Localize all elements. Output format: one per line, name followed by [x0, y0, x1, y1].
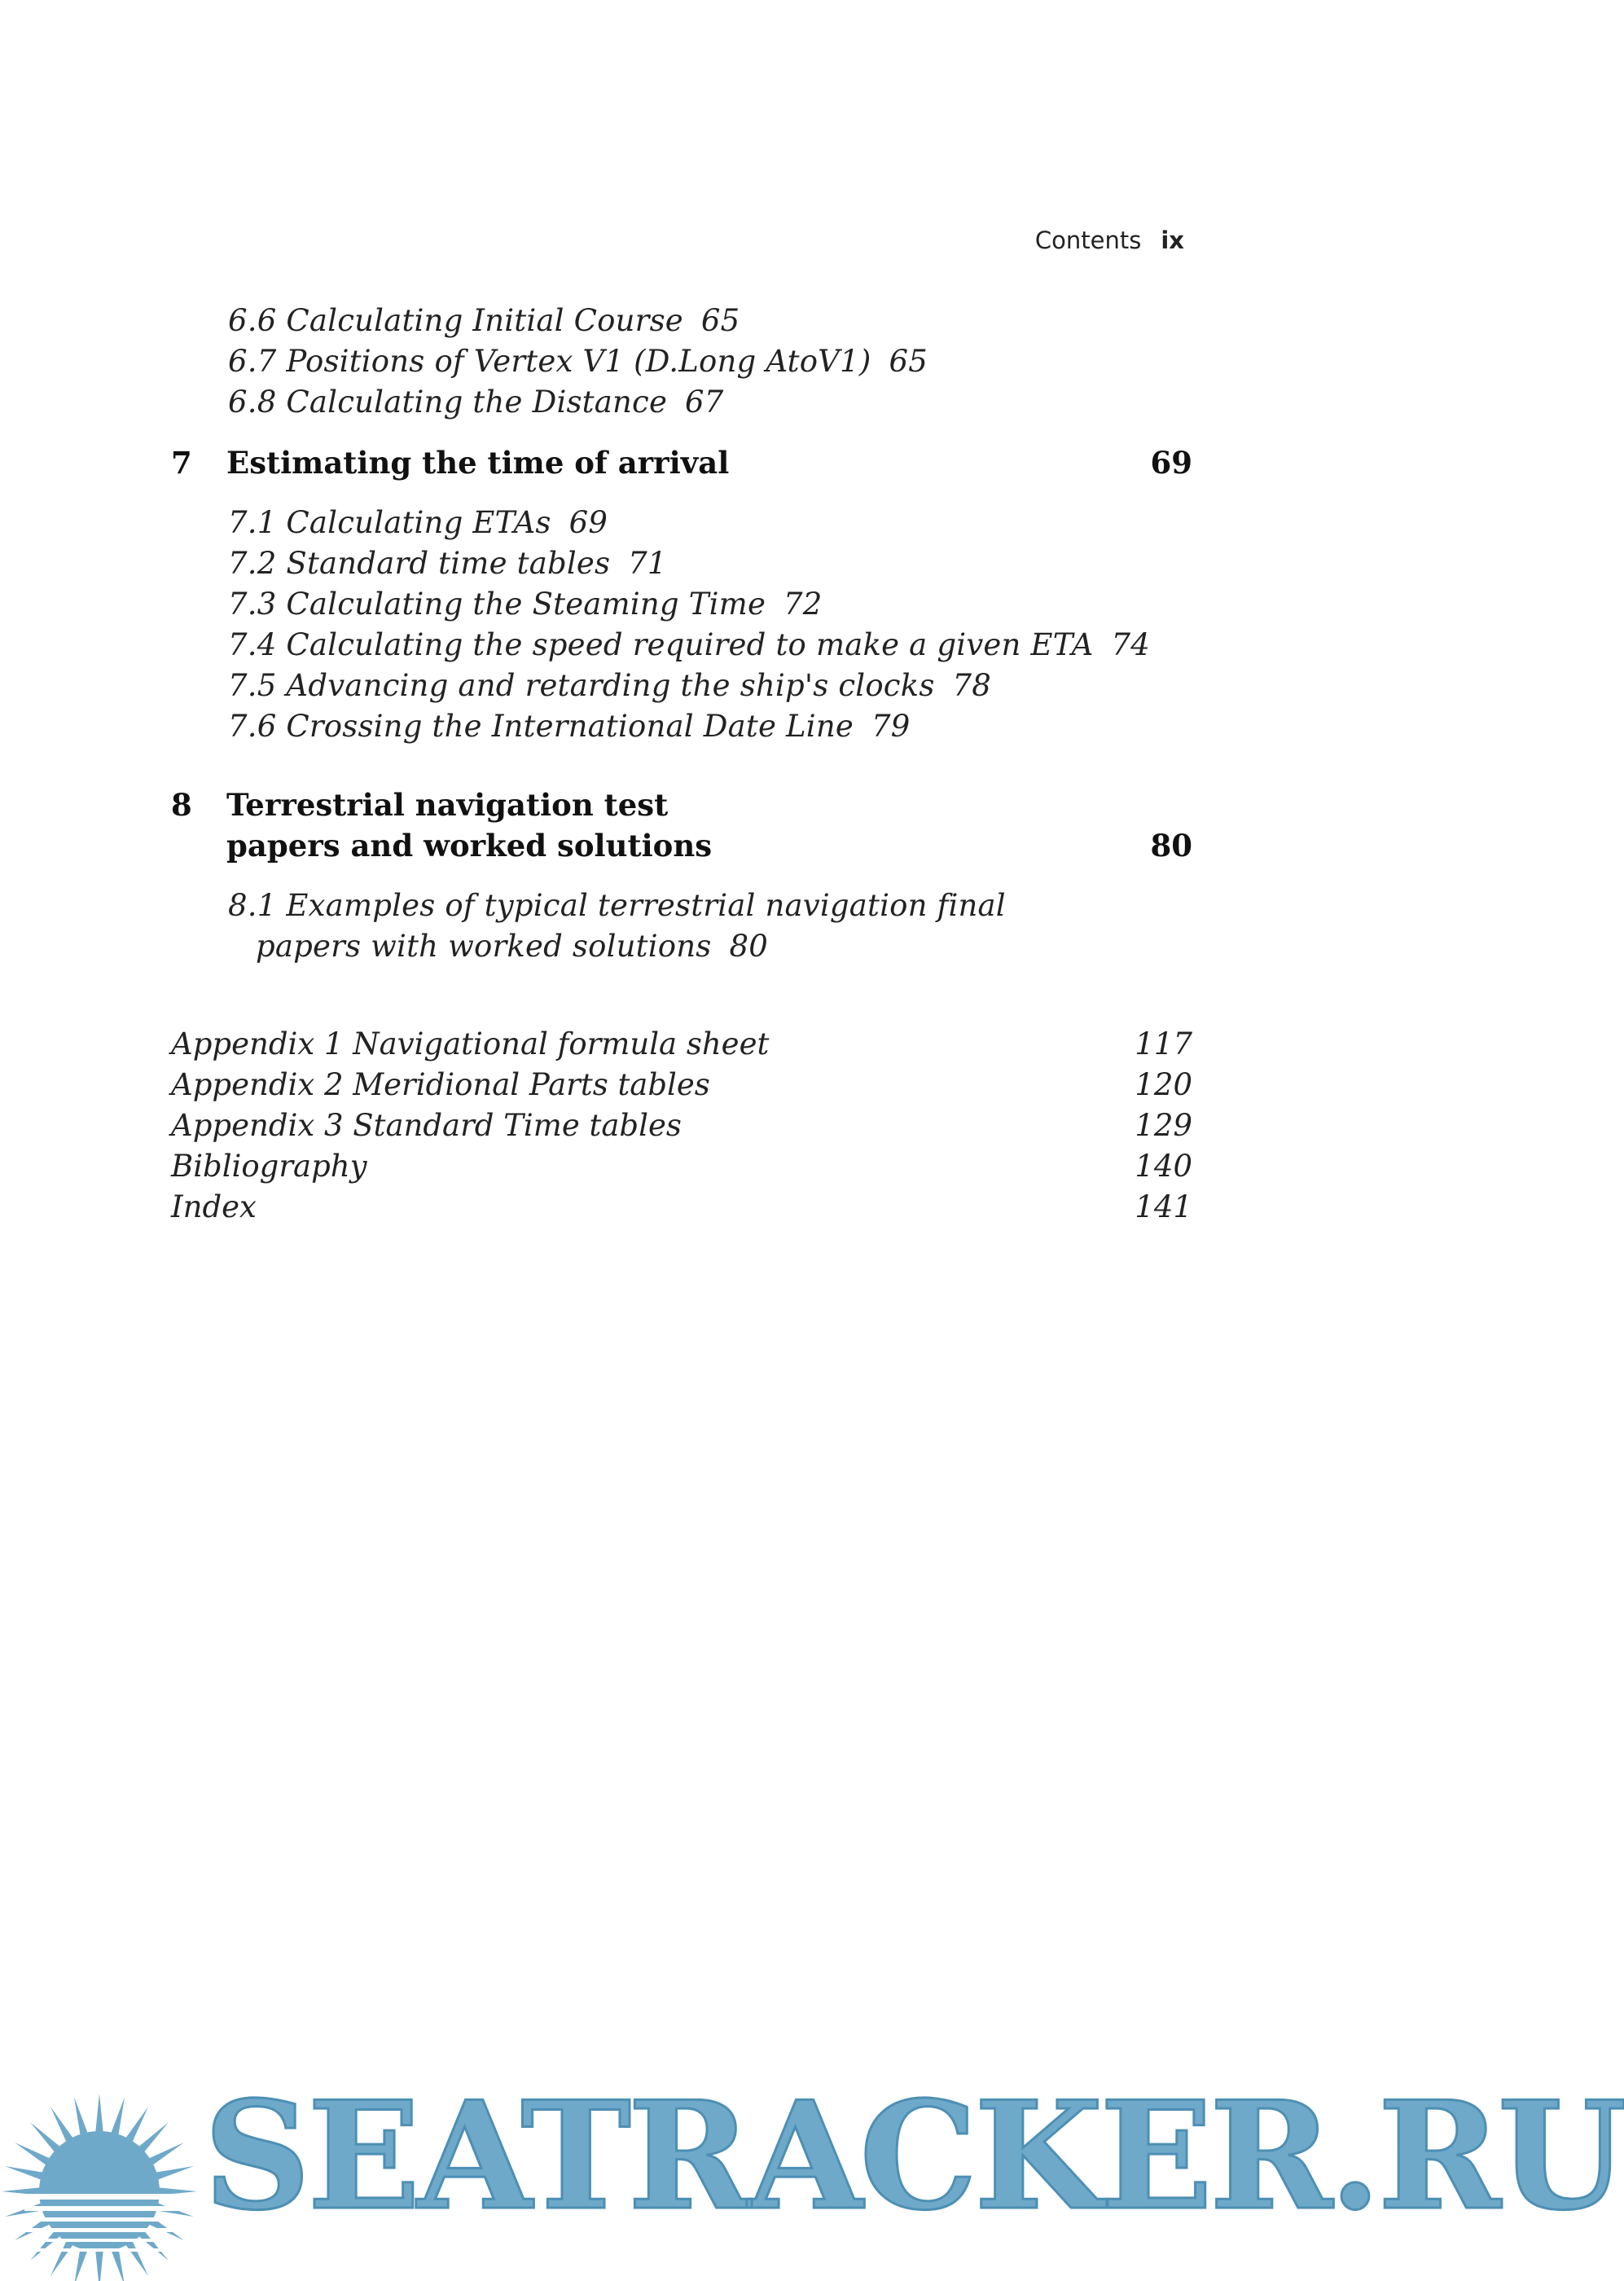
toc-entry-title: papers with worked solutions: [256, 929, 712, 964]
toc-entry-7-2[interactable]: [228, 546, 667, 581]
appendix-title: Appendix 2 Meridional Parts tables: [171, 1067, 710, 1102]
toc-entry-8-1-line-1[interactable]: [228, 888, 1006, 923]
chapter-title-line-2: papers and worked solutions: [226, 828, 713, 864]
watermark-site-name: SEATRACKER.RU: [204, 2068, 1624, 2243]
toc-appendix-3[interactable]: [0, 1108, 1385, 1145]
toc-entry-page: 67: [685, 385, 724, 420]
toc-entry-title: 8.1 Examples of typical terrestrial navigation final: [228, 888, 1006, 923]
toc-entry-7-5[interactable]: [228, 668, 991, 703]
page-number: ix: [1161, 226, 1184, 254]
toc-entry-page: 79: [871, 709, 911, 744]
toc-bibliography[interactable]: [0, 1149, 1385, 1186]
sun-ray: [153, 2166, 194, 2181]
toc-appendix-1[interactable]: [0, 1026, 1385, 1064]
toc-entry-7-1[interactable]: [228, 505, 608, 540]
sun-ray: [95, 2248, 103, 2281]
toc-entry-title: 7.2 Standard time tables: [228, 546, 611, 581]
toc-entry-title: 7.3 Calculating the Steaming Time: [228, 587, 766, 622]
toc-entry-page: 72: [783, 587, 823, 622]
running-head-section: Contents: [1034, 226, 1142, 254]
sun-ray: [95, 2094, 103, 2134]
toc-entry-6-8[interactable]: [228, 385, 724, 420]
chapter-number: 7: [171, 445, 192, 481]
toc-entry-7-4[interactable]: [228, 627, 1150, 662]
toc-entry-page: 65: [700, 303, 740, 338]
appendix-page: 120: [1135, 1067, 1192, 1102]
toc-entry-page: 78: [952, 668, 992, 703]
toc-entry-6-7[interactable]: [228, 344, 928, 379]
sun-disc: [39, 2131, 160, 2252]
chapter-title: Estimating the time of arrival: [226, 445, 730, 481]
toc-entry-page: 69: [568, 505, 608, 540]
toc-entry-title: 6.6 Calculating Initial Course: [228, 303, 683, 338]
toc-entry-title: 6.8 Calculating the Distance: [228, 385, 668, 420]
bibliography-page: 140: [1135, 1149, 1192, 1184]
sun-ray: [5, 2166, 46, 2181]
appendix-title: Appendix 1 Navigational formula sheet: [171, 1026, 770, 1061]
chapter-title-line-1: Terrestrial navigation test: [226, 787, 669, 823]
toc-entry-title: 7.5 Advancing and retarding the ship's clocks: [228, 668, 935, 703]
sun-ray: [74, 2097, 89, 2138]
toc-entry-6-6[interactable]: [228, 303, 740, 338]
toc-entry-page: 80: [729, 929, 768, 964]
toc-index[interactable]: [0, 1189, 1385, 1227]
bibliography-title: Bibliography: [171, 1149, 367, 1184]
sun-ray: [110, 2097, 125, 2138]
toc-entry-8-1-line-2[interactable]: [256, 929, 768, 964]
toc-entry-page: 74: [1111, 627, 1150, 662]
toc-chapter-8[interactable]: [0, 787, 1385, 868]
sunburst-logo-icon: [0, 2073, 212, 2281]
toc-entry-page: 71: [628, 546, 667, 581]
toc-entry-7-3[interactable]: [228, 587, 823, 622]
toc-entry-7-6[interactable]: [228, 709, 910, 744]
index-title: Index: [171, 1189, 257, 1224]
index-page: 141: [1135, 1189, 1192, 1224]
toc-entry-title: 7.1 Calculating ETAs: [228, 505, 551, 540]
chapter-page: 80: [1150, 828, 1192, 864]
toc-entry-title: 7.6 Crossing the International Date Line: [228, 709, 854, 744]
toc-entry-title: 6.7 Positions of Vertex V1 (D.Long AtoV1): [228, 344, 871, 379]
toc-chapter-7[interactable]: [0, 445, 1385, 486]
running-head: [1035, 226, 1184, 254]
chapter-page: 69: [1150, 445, 1192, 481]
appendix-title: Appendix 3 Standard Time tables: [171, 1108, 682, 1143]
appendix-page: 129: [1135, 1108, 1192, 1143]
chapter-number: 8: [171, 787, 192, 823]
toc-appendix-2[interactable]: [0, 1067, 1385, 1105]
toc-entry-page: 65: [889, 344, 928, 379]
toc-entry-title: 7.4 Calculating the speed required to make a given ETA: [228, 627, 1094, 662]
appendix-page: 117: [1135, 1026, 1192, 1061]
